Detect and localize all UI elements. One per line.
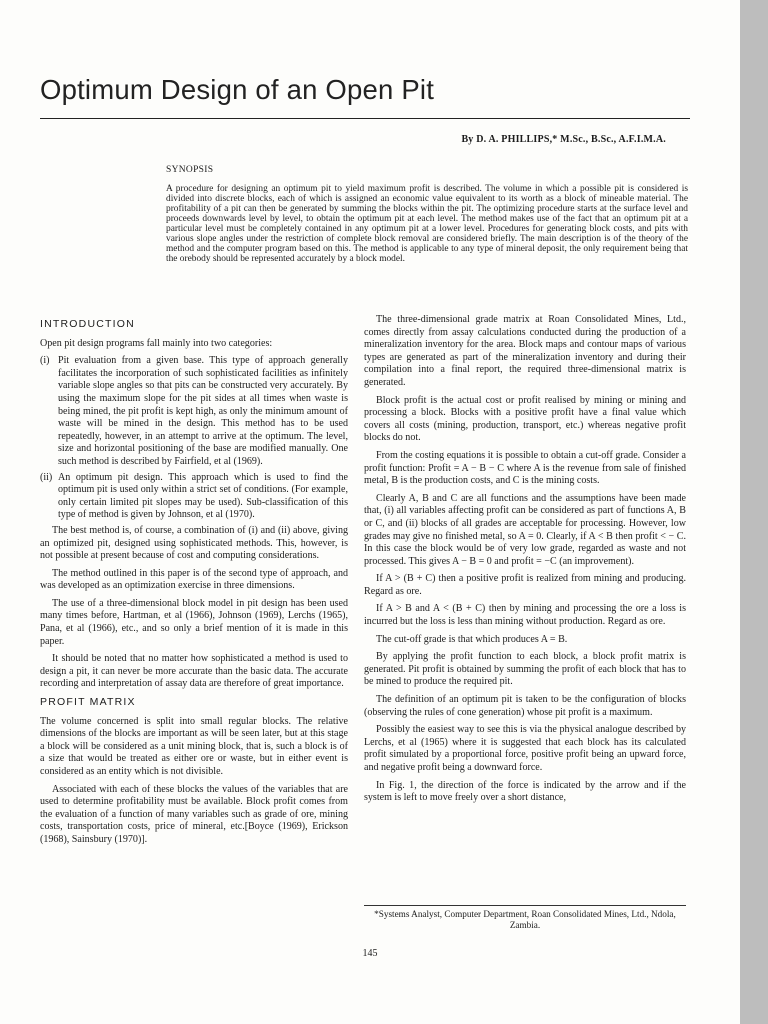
list-item-text: An optimum pit design. This approach which is used to find the optimum pit is used only within a strict set of conditions. (For example, only certain limited pit slopes may be used). Sub-classification of this type of method is given by Johnson, et al (1970). <box>58 471 348 521</box>
paragraph: The definition of an optimum pit is taken to be the configuration of blocks (observing the rules of cone generation) whose pit profit is a maximum. <box>364 694 686 718</box>
paragraph: The cut-off grade is that which produces A = B. <box>376 633 568 645</box>
paragraph: The method outlined in this paper is of the second type of approach, and was developed as an optimization exercise in three dimensions. <box>40 567 348 592</box>
left-column <box>40 314 348 852</box>
paragraph: From the costing equations it is possible to obtain a cut-off grade. Consider a profit function: Profit = A − B − C where A is the revenue from sale of finished metal, B is the production costs, and C is the mining costs. <box>364 449 686 487</box>
paragraph: By applying the profit function to each block, a block profit matrix is generated. Pit profit is obtained by summing the profit of each block that has to be mined to produce the required pit. <box>364 651 686 688</box>
synopsis-text: A procedure for designing an optimum pit to yield maximum profit is described. The volume in which a possible pit is considered is divided into discrete blocks, each of which is assigned an economic value equivalent to its worth as a block of mineable material. The profitability of a pit can then be generated by summing the blocks within the pit. The optimizing procedure starts at the surface level and proceeds downwards level by level, to obtain the optimum pit at each level. The method makes use of the fact that an optimum pit at a particular level must be completely contained in any optimum pit at a lower level. Procedures for generating block costs, and pits with various slope angles under the restriction of complete block removal are considered briefly. The main description is of the theory of the method and the computer program based on this. The method is applicable to any type of mineral deposit, the only requirement being that the orebody should be represented accurately by a block model. <box>166 184 688 264</box>
scan-margin <box>740 0 768 1024</box>
footnote: *Systems Analyst, Computer Department, Roan Consolidated Mines, Ltd., Ndola, Zambia. <box>364 905 686 931</box>
paragraph: Block profit is the actual cost or profit realised by mining or mining and processing a block. Blocks with a positive profit have a final value which covers all costs (mining, production, transport, etc.) whereas negative profit blocks do not. <box>364 394 686 444</box>
paragraph: Clearly A, B and C are all functions and the assumptions have been made that, (i) all variables affecting profit can be considered as part of functions A, B or C, and (ii) blocks of all grades are acceptable for processing. However, low grades may give no finished metal, so A = 0. Clearly, if A < B then profit < − C. In this case the block would be of very low grade, regarded as waste and not processed. This gives A − B = 0 and profit = −C (an improvement). <box>364 492 686 567</box>
profit-matrix-heading: PROFIT MATRIX <box>40 696 136 709</box>
paragraph: The three-dimensional grade matrix at Roan Consolidated Mines, Ltd., comes directly from assay calculations conducted during the production of a mineralization inventory for the area. Block maps and contour maps of various types are generated as part of the mineralization inventory and during their compilation into a final report, the required three-dimensional matrix is generated. <box>364 314 686 388</box>
paragraph: In Fig. 1, the direction of the force is indicated by the arrow and if the system is left to move freely over a short distance, <box>364 779 686 804</box>
paragraph: The use of a three-dimensional block model in pit design has been used many times before, Hartman, et al (1966), Johnson (1969), Lerchs (1965), Pana, et al (1966), etc., and so only a brief mention of it is made in this paper. <box>40 597 348 647</box>
paragraph: Associated with each of these blocks the values of the variables that are used to determine profitability must be available. Block profit comes from the evaluation of a function of many variables such as grade of ore, mining costs, transportation costs, price of mineral, etc.[Boyce (1969), Erickson (1968), Sainsbury (1970)]. <box>40 783 348 845</box>
paragraph: Possibly the easiest way to see this is via the physical analogue described by Lerchs, et al (1965) where it is suggested that each block has its calculated profit simulated by a proportional force, positive profit being an upward force, and negative profit being a downward force. <box>364 724 686 773</box>
list-item-number: (i) <box>40 355 50 367</box>
paragraph: If A > B and A < (B + C) then by mining and processing the ore a loss is incurred but the loss is less than mining without production. Regard as ore. <box>364 603 686 628</box>
list-item-text: Pit evaluation from a given base. This type of approach generally facilitates the incorporation of such sophisticated facilities as infinitely variable slope angles so that pits can be constructed very accurately. By using the maximum slope for the pit sides at all times when waste is being mined, the pit profit is kept high, as only the minimum amount of waste will be mined in the design. This method has to be used repeatedly, however, in an attempt to arrive at the optimum. The level, size and horizontal positioning of the base are modified manually. One such method is described by Fairfield, et al (1969). <box>58 355 348 467</box>
list-item <box>40 355 348 468</box>
paragraph: It should be noted that no matter how sophisticated a method is used to design a pit, it can never be more accurate than the basic data. The accurate recording and interpretation of assay data are therefore of great importance. <box>40 653 348 690</box>
paragraph: If A > (B + C) then a positive profit is realized from mining and producing. Regard as ore. <box>364 573 686 597</box>
synopsis-heading: SYNOPSIS <box>166 165 214 175</box>
title-rule <box>40 118 690 119</box>
paragraph: Open pit design programs fall mainly into two categories: <box>40 337 273 349</box>
paragraph: The best method is, of course, a combination of (i) and (ii) above, giving an optimized pit, designed using sophisticated methods. This, however, is not possible at present because of cost and computing considerations. <box>40 524 348 562</box>
paragraph: The volume concerned is split into small regular blocks. The relative dimensions of the blocks are important as will be seen later, but at this stage a block will be considered as a unit mining block, that is, such a block is of a size that would be treated as either ore or waste, but in either event is considered as an entity which is not divisible. <box>40 715 348 777</box>
page-number: 145 <box>362 948 378 959</box>
list-item-number: (ii) <box>40 471 53 483</box>
list-item <box>40 472 348 522</box>
right-column <box>364 314 686 810</box>
paper-title: Optimum Design of an Open Pit <box>40 74 435 105</box>
author-byline: By D. A. PHILLIPS,* M.Sc., B.Sc., A.F.I.M.A. <box>461 134 666 145</box>
introduction-heading: INTRODUCTION <box>40 318 135 330</box>
